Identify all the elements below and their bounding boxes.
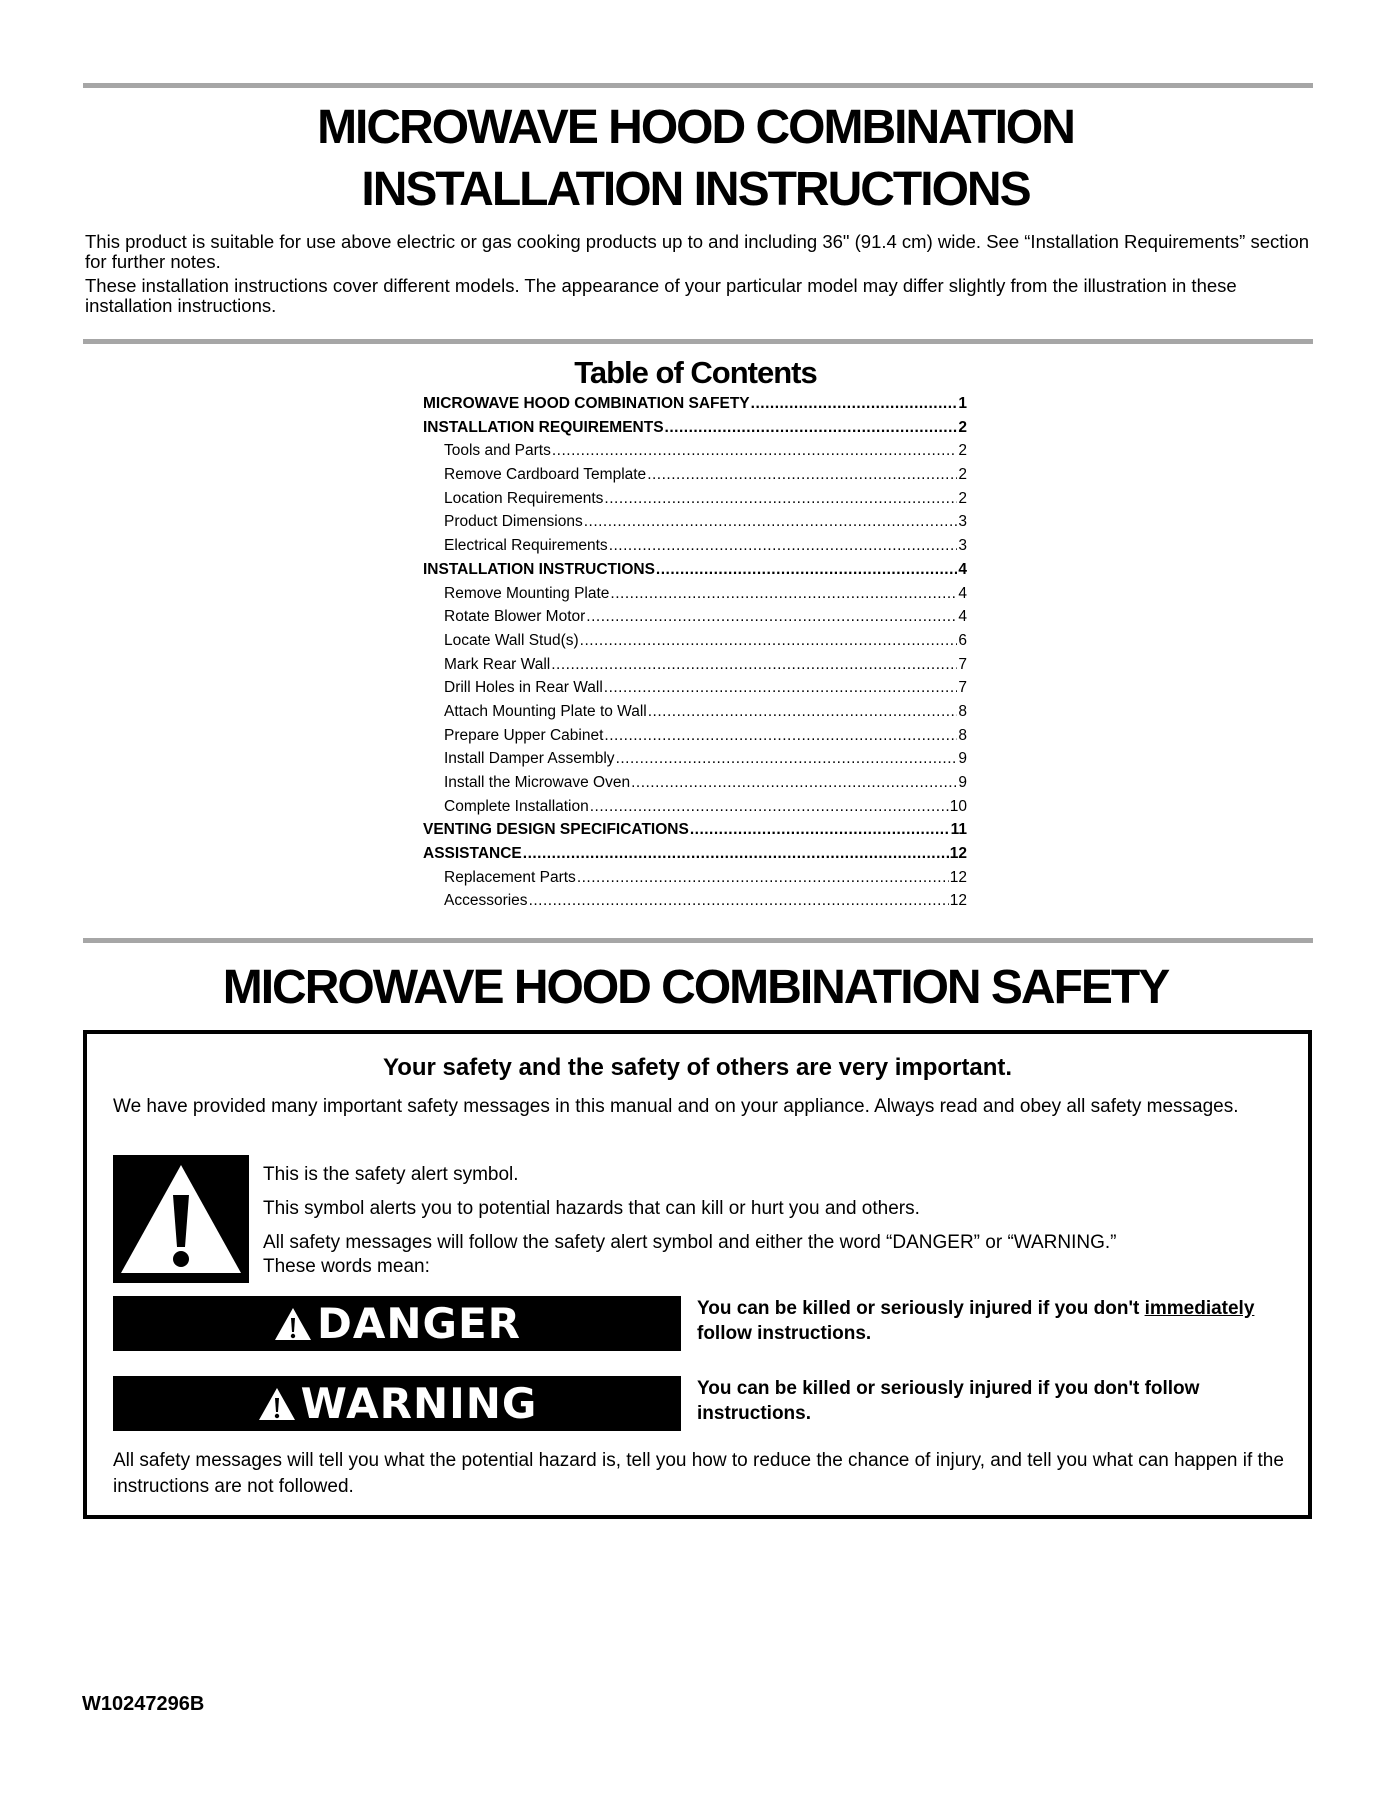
page-title-line1: MICROWAVE HOOD COMBINATION (317, 101, 1074, 154)
toc-entry-label: Replacement Parts (444, 868, 576, 886)
toc-entry-label: Accessories (444, 892, 528, 910)
toc-entry-page: 6 (958, 631, 967, 649)
toc-entry-label: Location Requirements (444, 489, 604, 507)
toc-entry-page: 2 (958, 442, 967, 460)
toc-entry-page: 3 (958, 513, 967, 531)
toc-leader-dots (552, 442, 958, 460)
toc-leader-dots (551, 656, 957, 674)
toc-entry-page: 1 (958, 395, 967, 412)
toc-entry-page: 9 (958, 750, 967, 768)
toc-entry-label: Remove Mounting Plate (444, 584, 610, 602)
warning-label: WARNING (300, 1379, 538, 1428)
toc-entry (423, 395, 967, 419)
toc-entry-label: VENTING DESIGN SPECIFICATIONS (423, 821, 689, 839)
toc-entry-label: Electrical Requirements (444, 537, 608, 555)
toc-entry-label: Tools and Parts (444, 442, 551, 460)
toc-leader-dots (577, 869, 949, 887)
intro-paragraph-2: These installation instructions cover different models. The appearance of your particular model may differ slightly from the illustration in these installation instructions. (85, 275, 1237, 316)
toc-entry (423, 774, 967, 798)
toc-leader-dots (665, 419, 958, 437)
toc-entry-label: Complete Installation (444, 797, 589, 815)
warning-description: You can be killed or seriously injured if you don't follow instructions. (697, 1378, 1200, 1424)
danger-alert-icon (273, 1306, 313, 1342)
toc-entry (423, 561, 967, 585)
warning-banner (113, 1376, 681, 1431)
safety-section-title: MICROWAVE HOOD COMBINATION SAFETY (222, 961, 1169, 1014)
toc-entry (423, 419, 967, 443)
toc-leader-dots (523, 845, 949, 863)
toc-entry-page: 3 (958, 537, 967, 555)
toc-leader-dots (590, 798, 949, 816)
safety-box (83, 1030, 1312, 1519)
toc-entry-page: 12 (949, 868, 967, 886)
danger-banner (113, 1296, 681, 1351)
alert-line-1: This is the safety alert symbol. (263, 1164, 519, 1185)
toc-entry-label: Attach Mounting Plate to Wall (444, 702, 647, 720)
toc-entry-label: Drill Holes in Rear Wall (444, 679, 603, 697)
toc-entry-page: 7 (958, 655, 967, 673)
toc-entry-page: 9 (958, 774, 967, 791)
toc-leader-dots (647, 466, 957, 484)
toc-entry (423, 703, 967, 727)
safety-top-rule (83, 938, 1313, 943)
toc-entry-label: Prepare Upper Cabinet (444, 726, 604, 744)
toc-leader-dots (648, 703, 958, 721)
toc-entry (423, 585, 967, 609)
danger-description-emphasis: immediately (1144, 1298, 1255, 1319)
toc-leader-dots (580, 632, 958, 650)
toc-leader-dots (751, 395, 958, 413)
toc-entry-label: Remove Cardboard Template (444, 466, 647, 484)
safety-box-heading: Your safety and the safety of others are very important. (382, 1054, 1013, 1081)
toc-entry-page: 2 (958, 418, 967, 436)
toc-leader-dots (586, 608, 957, 626)
toc-entry (423, 608, 967, 632)
toc-leader-dots (604, 727, 957, 745)
toc-leader-dots (604, 490, 957, 508)
page-title-line2: INSTALLATION INSTRUCTIONS (361, 163, 1030, 216)
toc-leader-dots (584, 513, 958, 531)
toc-entry-label: Product Dimensions (444, 513, 583, 531)
toc-entry-label: Rotate Blower Motor (444, 608, 586, 626)
toc-heading: Table of Contents (574, 355, 817, 390)
safety-box-intro: We have provided many important safety messages in this manual and on your appliance. Always read and obey all safety messages. (113, 1096, 1239, 1117)
warning-triangle-icon (113, 1155, 249, 1283)
toc-entry-page: 12 (949, 845, 967, 863)
alert-line-2: This symbol alerts you to potential hazards that can kill or hurt you and others. (263, 1198, 920, 1219)
toc-leader-dots (616, 750, 958, 768)
toc-entry-page: 8 (958, 726, 967, 744)
toc-leader-dots (610, 585, 957, 603)
toc-entry (423, 632, 967, 656)
toc-entry (423, 679, 967, 703)
toc-leader-dots (690, 821, 950, 839)
toc-entry (423, 537, 967, 561)
top-rule (83, 83, 1313, 88)
danger-label: DANGER (316, 1299, 522, 1348)
toc-entry (423, 892, 967, 916)
toc-leader-dots (631, 774, 957, 792)
danger-description (697, 1296, 1297, 1346)
toc-entry (423, 750, 967, 774)
toc-entry-label: Mark Rear Wall (444, 655, 551, 673)
toc-entry (423, 513, 967, 537)
toc-entry-page: 8 (958, 702, 967, 720)
danger-description-end: follow instructions. (697, 1323, 872, 1344)
toc-entry (423, 869, 967, 893)
toc-entry-page: 2 (958, 489, 967, 507)
toc-leader-dots (604, 679, 958, 697)
toc-top-rule (83, 339, 1313, 344)
toc-entry (423, 845, 967, 869)
toc-entry (423, 656, 967, 680)
danger-description-start: You can be killed or seriously injured if you don't (697, 1298, 1145, 1319)
safety-alert-symbol (113, 1155, 249, 1283)
document-number: W10247296B (82, 1693, 205, 1715)
toc-entry-page: 10 (949, 797, 967, 815)
toc-entry-label: Locate Wall Stud(s) (444, 631, 579, 649)
toc-entry-page: 4 (958, 584, 967, 602)
toc-entry-label: MICROWAVE HOOD COMBINATION SAFETY (423, 395, 750, 412)
safety-closing: All safety messages will tell you what the potential hazard is, tell you how to reduce the chance of injury, and tell you what can happen if the instructions are not followed. (113, 1450, 1284, 1497)
toc-entry-page: 4 (958, 608, 967, 626)
toc-entry (423, 821, 967, 845)
toc-leader-dots (656, 561, 957, 579)
toc-entry-label: INSTALLATION REQUIREMENTS (423, 418, 664, 436)
toc-leader-dots (529, 892, 949, 910)
intro-paragraph-1: This product is suitable for use above electric or gas cooking products up to and including 36" (91.4 cm) wide. See “Installation Requirements” section for further notes. (85, 231, 1310, 272)
toc-entry-label: Install the Microwave Oven (444, 774, 631, 791)
warning-alert-icon (257, 1386, 297, 1422)
toc-leader-dots (609, 537, 958, 555)
toc-entry (423, 442, 967, 466)
toc-entry-page: 4 (958, 560, 967, 578)
toc-entry-label: ASSISTANCE (423, 845, 522, 863)
alert-line-3a: All safety messages will follow the safety alert symbol and either the word “DANGER” or “WARNING.” (263, 1232, 1117, 1253)
toc-entry-page: 12 (949, 892, 967, 910)
toc-entry-page: 11 (950, 821, 967, 839)
toc-entry (423, 727, 967, 751)
toc-entry (423, 798, 967, 822)
alert-line-3b: These words mean: (263, 1256, 430, 1277)
table-of-contents (423, 395, 967, 916)
toc-entry (423, 490, 967, 514)
toc-entry-label: INSTALLATION INSTRUCTIONS (423, 560, 655, 578)
toc-entry-page: 2 (958, 466, 967, 484)
toc-entry-label: Install Damper Assembly (444, 750, 615, 768)
toc-entry-page: 7 (958, 679, 967, 697)
toc-entry (423, 466, 967, 490)
